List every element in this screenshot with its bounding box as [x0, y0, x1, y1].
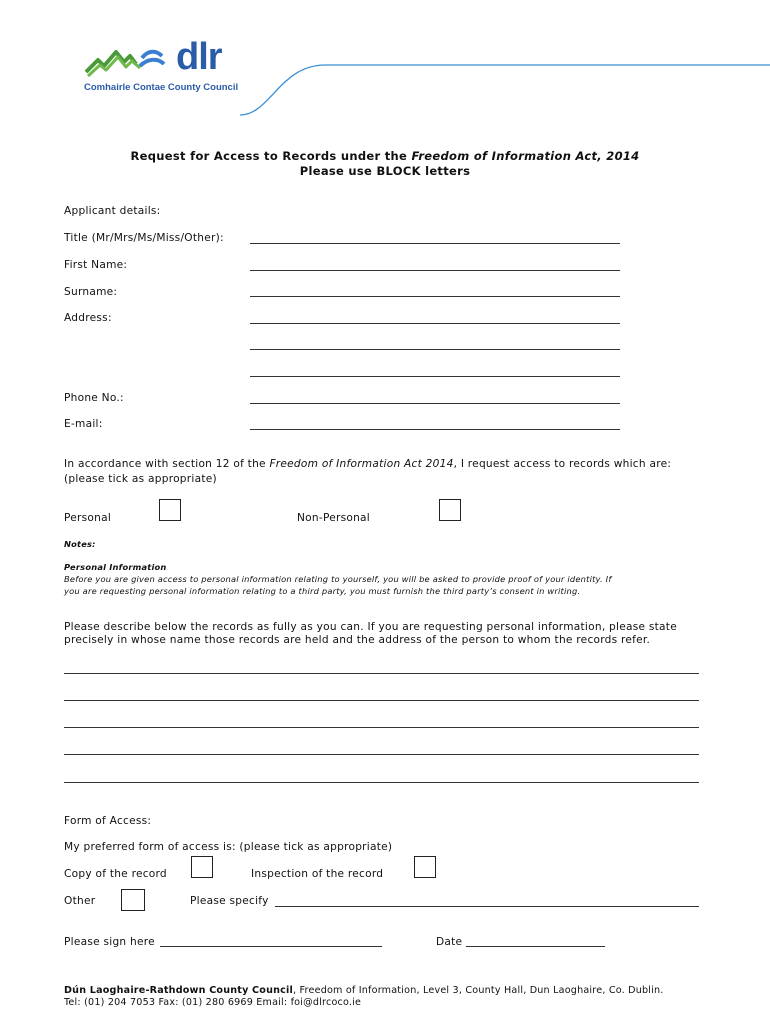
- first-name-field[interactable]: [250, 270, 620, 271]
- address-field-1[interactable]: [250, 323, 620, 324]
- title-field[interactable]: [250, 243, 620, 244]
- date-field[interactable]: [466, 946, 605, 947]
- page-title: Request for Access to Records under the Freedom of Information Act, 2014: [130, 149, 640, 163]
- inspection-checkbox[interactable]: [414, 856, 436, 878]
- personal-checkbox[interactable]: [159, 499, 181, 521]
- logo-mark-icon: [84, 38, 179, 78]
- personal-label: Personal: [64, 512, 112, 524]
- address-field-2[interactable]: [250, 349, 620, 350]
- page-subtitle: Please use BLOCK letters: [299, 164, 471, 178]
- title-label: Title (Mr/Mrs/Ms/Miss/Other):: [64, 232, 224, 244]
- address-field-3[interactable]: [250, 376, 620, 377]
- header-swoosh: [240, 55, 770, 125]
- other-checkbox[interactable]: [121, 889, 145, 911]
- council-logo: [84, 38, 244, 98]
- specify-field[interactable]: [275, 906, 699, 907]
- access-preferred: My preferred form of access is: (please tick as appropriate): [64, 841, 393, 853]
- email-field[interactable]: [250, 429, 620, 430]
- records-description-line-4[interactable]: [64, 754, 699, 755]
- non-personal-label: Non-Personal: [297, 512, 370, 524]
- surname-label: Surname:: [64, 286, 118, 298]
- logo-subtitle: Comhairle Contae County Council: [84, 82, 239, 93]
- records-description-line-5[interactable]: [64, 782, 699, 783]
- records-description-line-3[interactable]: [64, 727, 699, 728]
- copy-checkbox[interactable]: [191, 856, 213, 878]
- first-name-label: First Name:: [64, 259, 128, 271]
- request-intro-line2: (please tick as appropriate): [64, 473, 217, 485]
- records-description-line-2[interactable]: [64, 700, 699, 701]
- specify-label: Please specify: [190, 895, 269, 907]
- phone-label: Phone No.:: [64, 392, 124, 404]
- signature-field[interactable]: [160, 946, 382, 947]
- notes-heading: Notes:: [64, 539, 96, 549]
- date-label: Date: [436, 936, 463, 948]
- notes-subheading: Personal Information: [64, 562, 167, 572]
- sign-label: Please sign here: [64, 936, 155, 948]
- request-intro: In accordance with section 12 of the Freedom of Information Act 2014, I request access to records which are:: [64, 458, 672, 470]
- email-label: E-mail:: [64, 418, 103, 430]
- surname-field[interactable]: [250, 296, 620, 297]
- access-heading: Form of Access:: [64, 815, 152, 827]
- describe-line-2: precisely in whose name those records are held and the address of the person to whom the records refer.: [64, 634, 651, 646]
- non-personal-checkbox[interactable]: [439, 499, 461, 521]
- phone-field[interactable]: [250, 403, 620, 404]
- notes-line-1: Before you are given access to personal information relating to yourself, you will be asked to provide proof of your identity. If: [64, 574, 612, 584]
- inspection-label: Inspection of the record: [251, 868, 384, 880]
- footer-contact: Tel: (01) 204 7053 Fax: (01) 280 6969 Email: foi@dlrcoco.ie: [64, 997, 362, 1008]
- logo-text: dlr: [176, 36, 222, 78]
- other-label: Other: [64, 895, 96, 907]
- address-label: Address:: [64, 312, 112, 324]
- notes-line-2: you are requesting personal information relating to a third party, you must furnish the third party’s consent in writing.: [64, 586, 581, 596]
- copy-label: Copy of the record: [64, 868, 167, 880]
- describe-line-1: Please describe below the records as fully as you can. If you are requesting personal information, please state: [64, 621, 677, 633]
- records-description-line-1[interactable]: [64, 673, 699, 674]
- footer-address: Dún Laoghaire-Rathdown County Council, Freedom of Information, Level 3, County Hall, Dun Laoghaire, Co. Dublin.: [64, 985, 664, 996]
- applicant-heading: Applicant details:: [64, 205, 161, 217]
